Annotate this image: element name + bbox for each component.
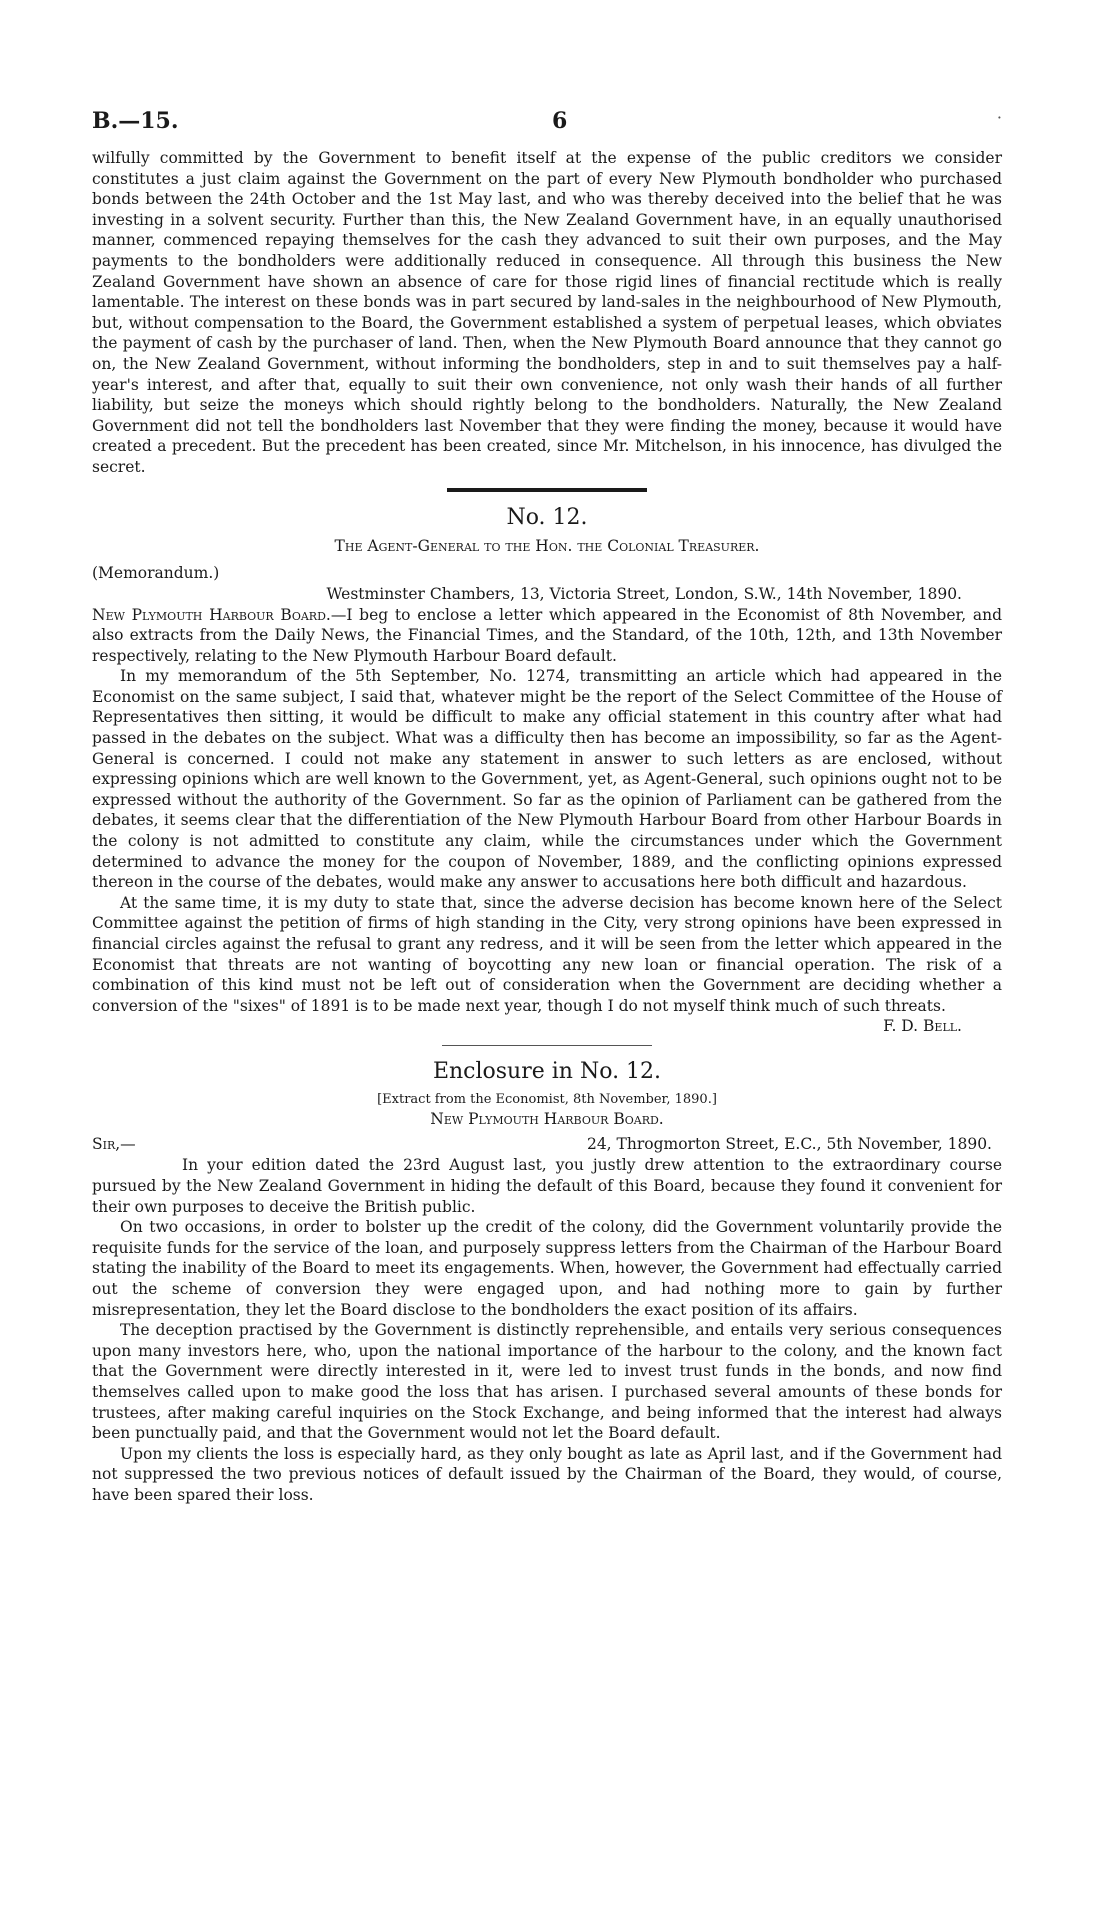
memo-address-date: Westminster Chambers, 13, Victoria Street, London, S.W., 14th November, 1890. — [326, 584, 962, 603]
memo-paragraph-1-text: —I beg to enclose a letter which appeared in the Economist of 8th November, and also extracts from the Daily News, the Financial Times, and the Standard, of the 10th, 12th, and 13th November respectively, relating to the New Plymouth Harbour Board default. — [92, 605, 1003, 665]
salutation: Sir,— — [92, 1135, 136, 1154]
letter-paragraph-4: Upon my clients the loss is especially hard, as they only bought as late as April last, and if the Government had not suppressed the two previous notices of default issued by the Chairman of the Board, they would, of course, have been spared their loss. — [92, 1444, 1002, 1504]
memo-subject: New Plymouth Harbour Board. — [92, 605, 331, 624]
memorandum-label: (Memorandum.) — [92, 563, 220, 582]
document-page — [92, 108, 1002, 1505]
salutation-address-line — [92, 1134, 1002, 1155]
letter-paragraph-1: In your edition dated the 23rd August last, you justly drew attention to the extraordinary course pursued by the New Zealand Government in hiding the default of this Board, because they found it convenient for their own purposes to deceive the British public. — [92, 1156, 1002, 1216]
page-header — [92, 108, 1002, 148]
from-to-line: The Agent-General to the Hon. the Colonial Treasurer. — [334, 536, 760, 555]
letter-address-date: 24, Throgmorton Street, E.C., 5th November, 1890. — [586, 1135, 992, 1154]
letter-paragraph-2: On two occasions, in order to bolster up the credit of the colony, did the Government voluntarily provide the requisite funds for the service of the loan, and purposely suppress letters from the Chairman of the Harbour Board stating the inability of the Board to meet its engagements. When, however, the Government had effectually carried out the scheme of conversion they were engaged upon, and had nothing more to gain by further misrepresentation, they let the Board disclose to the bondholders the exact position of its affairs. — [92, 1218, 1002, 1319]
page-number: 6 — [552, 108, 568, 134]
continuation-paragraph: wilfully committed by the Government to benefit itself at the expense of the public creditors we consider constitutes a just claim against the Government on the part of every New Plymouth bondholder who purchased bonds between the 24th October and the 1st May last, and who was thereby deceived into the belief that he was investing in a solvent security. Further than this, the New Zealand Government have, in an equally unauthorised manner, commenced repaying themselves for the cash they advanced to suit their own purposes, and the May payments to the bondholders were additionally reduced in consequence. All through this business the New Zealand Government have shown an absence of care for those rigid lines of financial rectitude which is really lamentable. The interest on these bonds was in part secured by land-sales in the neighbourhood of New Plymouth, but, without compensation to the Board, the Government established a system of perpetual leases, which obviates the payment of cash by the purchaser of land. Then, when the New Plymouth Board announce that they cannot go on, the New Zealand Government, without informing the bondholders, step in and to suit themselves pay a half-year's interest, and after that, equally to suit their own convenience, not only wash their hands of all further liability, but seize the moneys which should rightly belong to the bondholders. Naturally, the New Zealand Government did not tell the bondholders last November that they were finding the money, because it would have created a precedent. But the precedent has been created, since Mr. Mitchelson, in his innocence, has divulged the secret. — [92, 149, 1002, 476]
memo-paragraph-3: At the same time, it is my duty to state that, since the adverse decision has become known here of the Select Committee against the petition of firms of high standing in the City, very strong opinions have been expressed in financial circles against the refusal to grant any redress, and it will be seen from the letter which appeared in the Economist that threats are not wanting of boycotting any new loan or financial operation. The risk of a combination of this kind must not be left out of consideration when the Government are deciding whether a conversion of the "sixes" of 1891 is to be made next year, though I do not myself think much of such threats. — [92, 893, 1002, 1015]
letter-paragraph-3: The deception practised by the Government is distinctly reprehensible, and entails very serious consequences upon many investors here, who, upon the national importance of the harbour to the colony, and the known fact that the Government were directly interested in it, were led to invest trust funds in the bonds, and now find themselves called upon to make good the loss that has arisen. I purchased several amounts of these bonds for trustees, after making careful inquiries on the Stock Exchange, and being informed that the interest had always been punctually paid, and that the Government would not let the Board default. — [92, 1321, 1002, 1443]
section-divider-thick — [447, 488, 647, 492]
document-reference: B.—15. — [92, 108, 179, 134]
enclosure-extract-note: [Extract from the Economist, 8th November, 1890.] — [377, 1092, 717, 1108]
enclosure-subject: New Plymouth Harbour Board. — [430, 1110, 664, 1129]
section-title-no12: No. 12. — [506, 504, 588, 530]
section-no12 — [92, 504, 1002, 1038]
memo-paragraph-2: In my memorandum of the 5th September, No. 1274, transmitting an article which had appeared in the Economist on the same subject, I said that, whatever might be the report of the Select Committee of the House of Representatives then sitting, it would be difficult to make any official statement in this country after what had passed in the debates on the subject. What was a difficulty then has become an impossibility, so far as the Agent-General is concerned. I could not make any statement in answer to such letters as are enclosed, without expressing opinions which are well known to the Government, yet, as Agent-General, such opinions ought not to be expressed without the authority of the Government. So far as the opinion of Parliament can be gathered from the debates, it seems clear that the differentiation of the New Plymouth Harbour Board from other Harbour Boards in the colony is not admitted to constitute any claim, while the circumstances under which the Government determined to advance the money for the coupon of November, 1889, and the conflicting opinions expressed thereon in the course of the debates, would make any answer to accusations here both difficult and hazardous. — [92, 667, 1002, 892]
memo-paragraph-1 — [92, 605, 1002, 667]
section-divider-thin — [442, 1045, 652, 1046]
signature: F. D. Bell. — [883, 1017, 962, 1036]
section-enclosure — [92, 1058, 1002, 1505]
enclosure-title: Enclosure in No. 12. — [432, 1059, 662, 1085]
corner-mark: · — [996, 108, 1002, 127]
